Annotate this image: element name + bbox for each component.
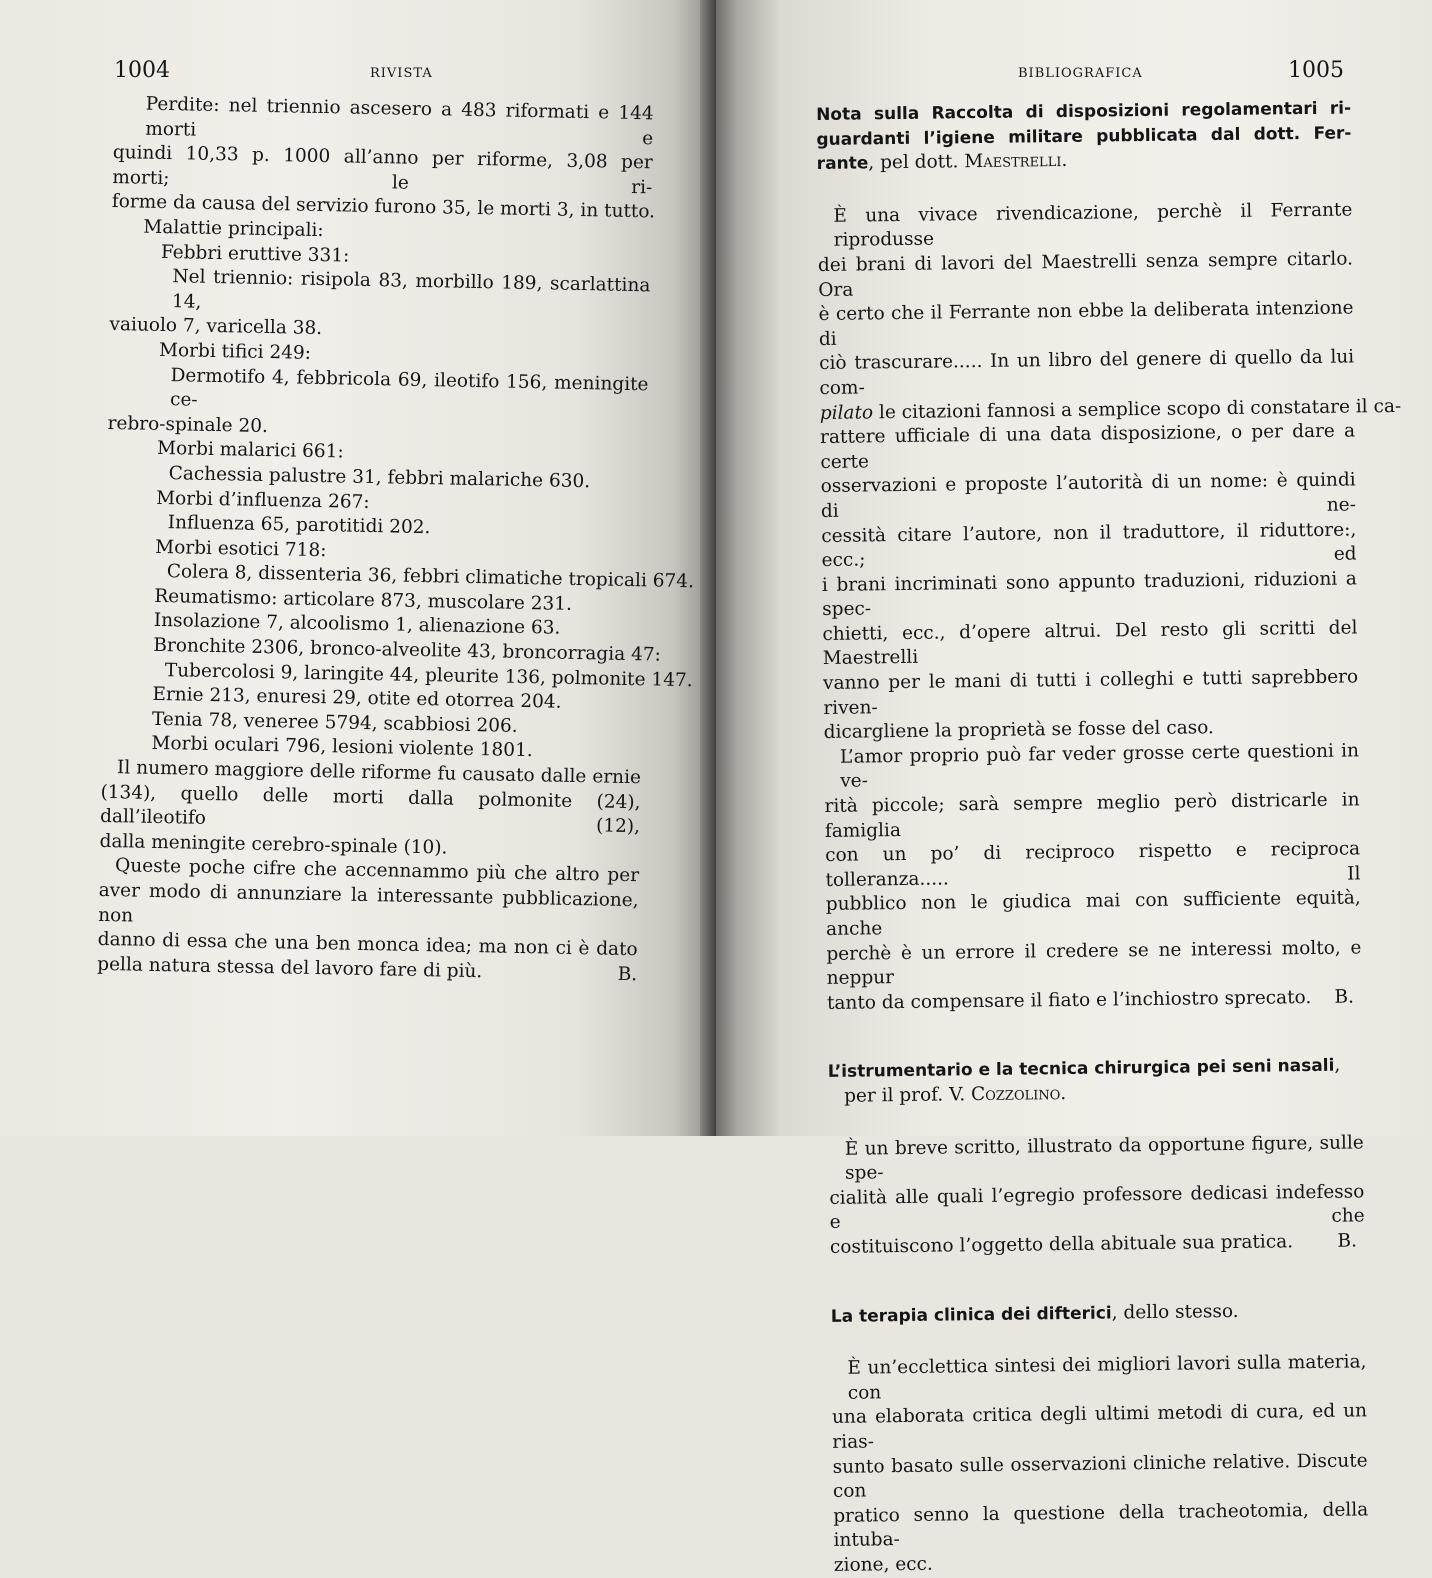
signature: B. (617, 963, 638, 985)
text-line: Morbi d’influenza 267: (156, 487, 370, 513)
text-line-content: tanto da compensare il fiato e l’inchiostro sprecato. (826, 986, 1312, 1014)
text-line: dei brani di lavori del Maestrelli senza sempre citarlo. Ora (817, 248, 1354, 301)
text-line: Morbi tifici 249: (158, 339, 312, 364)
page-number: 1004 (114, 58, 170, 83)
page-number: 1005 (1288, 58, 1344, 83)
text-line: Morbi esotici 718: (155, 536, 327, 561)
signature: B. (1337, 1230, 1358, 1252)
text-line: Febbri eruttive 331: (160, 241, 350, 267)
text-line: Morbi oculari 796, lesioni violente 1801. (151, 733, 533, 762)
text-line: rità piccole; sarà sempre meglio però districarle in famiglia (824, 789, 1360, 842)
text-line: cialità alle quali l’egregio professore dedicasi indefesso e che (829, 1181, 1365, 1234)
text-line: Perdite: nel triennio ascesero a 483 riformati e 144 morti e (145, 93, 654, 149)
review-heading: guardanti l’igiene militare pubblicata dal dott. Fer- (816, 123, 1352, 150)
text-line: osservazioni e proposte l’autorità di un nome: è quindi di ne- (820, 469, 1357, 522)
text-line-content: costituiscono l’oggetto della abituale sua pratica. (829, 1231, 1294, 1258)
text-line: Colera 8, dissenteria 36, febbri climatiche tropicali 674. (166, 561, 695, 593)
running-head: BIBLIOGRAFICA (1018, 66, 1143, 81)
spacer (830, 1254, 1365, 1305)
text-line: È una vivace rivendicazione, perchè il Ferrante riprodusse (833, 199, 1353, 252)
text-line: Tubercolosi 9, laringite 44, pleurite 136, polmonite 147. (164, 659, 693, 691)
text-line: Insolazione 7, alcoolismo 1, alienazione 63. (153, 610, 561, 640)
text-line: Malattie principali: (143, 216, 324, 242)
text-line: aver modo di annunziare la interessante pubblicazione, non (97, 879, 639, 927)
right-page (716, 0, 1432, 1576)
text-line: ciò trascurare..... In un libro del genere di quello da lui com- (819, 346, 1355, 399)
text-line: Tenia 78, veneree 5794, scabbiosi 206. (151, 708, 518, 737)
text-line: Ernie 213, enuresi 29, otite ed otorrea 204. (152, 684, 562, 713)
text-line: L’amor proprio può far veder grosse certe questioni in ve- (839, 740, 1360, 793)
text-line: dicargliene la proprietà se fosse del caso. (823, 717, 1214, 744)
text-line: con un po’ di reciproco rispetto e reciproca tolleranza..... Il (825, 838, 1361, 891)
text-line: rebro-spinale 20. (107, 412, 269, 437)
text-line: È un breve scritto, illustrato da opportune figure, sulle spe- (844, 1131, 1364, 1184)
text-line: pratico senno la questione della tracheotomia, della intuba- (833, 1499, 1369, 1552)
text-line: vaiuolo 7, varicella 38. (109, 314, 323, 340)
text-line: cessità citare l’autore, non il traduttore, il riduttore:, ecc.; ed (821, 518, 1357, 572)
text-line: Queste poche cifre che accennammo più che altro per (114, 855, 640, 887)
text-line: Influenza 65, parotitidi 202. (167, 512, 431, 539)
text-line: rattere ufficiale di una data disposizione, o per dare a certe (819, 420, 1356, 473)
running-head: RIVISTA (370, 66, 433, 81)
review-heading: Nota sulla Raccolta di disposizioni regolamentari ri- (816, 98, 1352, 125)
text-line: Nel triennio: risipola 83, morbillo 189, scarlattina 14, (171, 266, 651, 313)
review-byline: , pel dott. (868, 151, 965, 174)
spacer (827, 1010, 1362, 1061)
left-text-block (97, 92, 695, 988)
text-line: una elaborata critica degli ultimi metodi di cura, ed un rias- (831, 1400, 1368, 1453)
review-author: Cozzolino. (970, 1082, 1067, 1106)
review-heading: rante (816, 153, 869, 175)
heading-comma: , (1334, 1055, 1341, 1077)
text-line: chietti, ecc., d’opere altrui. Del resto gli scritti del Maestrelli (822, 617, 1358, 670)
text-line: Reumatismo: articolare 873, muscolare 231. (154, 585, 573, 615)
text-line: È un’ecclettica sintesi dei migliori lavori sulla materia, con (847, 1351, 1367, 1404)
text-line: Il numero maggiore delle riforme fu causato dalle ernie (116, 757, 642, 789)
left-page (0, 0, 716, 1136)
review-byline: , dello stesso. (1111, 1300, 1239, 1324)
text-line: zione, ecc. (833, 1553, 933, 1576)
text-line: Cachessia palustre 31, febbri malariche 630. (168, 463, 591, 493)
text-line: quindi 10,33 p. 1000 all’anno per riforme, 3,08 per morti; le ri- (112, 142, 653, 199)
review-author: Maestrelli. (964, 150, 1068, 173)
text-line: forme da causa del servizio furono 35, le morti 3, in tutto. (111, 191, 656, 223)
text-line: Morbi malarici 661: (156, 438, 344, 463)
text-line: Dermotifo 4, febbricola 69, ileotifo 156, meningite ce- (169, 364, 649, 411)
text-line: Bronchite 2306, bronco-alveolite 43, broncorragia 47: (153, 634, 662, 666)
text-line-content: pella natura stessa del lavoro fare di più. (97, 953, 483, 983)
right-text-block (816, 96, 1402, 1578)
signature: B. (1334, 986, 1355, 1008)
text-line: vanno per le mani di tutti i colleghi e tutti saprebbero riven- (822, 666, 1359, 719)
text-line-content: le citazioni fannosi a semplice scopo di constatare il ca- (878, 395, 1402, 423)
text-line: danno di essa che una ben monca idea; ma non ci è dato (97, 929, 638, 961)
text-line: i brani incriminati sono appunto traduzioni, riduzioni a spec- (821, 568, 1357, 621)
text-line: perchè è un errore il credere se ne interessi molto, e neppur (826, 936, 1362, 990)
text-line: dalla meningite cerebro-spinale (10). (99, 830, 448, 859)
review-byline: per il prof. V. (844, 1084, 972, 1107)
text-line: pubblico non le giudica mai con sufficiente equità, anche (825, 887, 1361, 940)
italic-word: pilato (819, 401, 874, 424)
text-line: è certo che il Ferrante non ebbe la deliberata intenzione di (818, 297, 1354, 350)
review-heading: La terapia clinica dei difterici (830, 1303, 1112, 1327)
review-heading: L’istrumentario e la tecnica chirurgica pei seni nasali (827, 1056, 1335, 1083)
text-line: (134), quello delle morti dalla polmonite (24), dall’ileotifo (12), (99, 781, 641, 838)
text-line: sunto basato sulle osservazioni cliniche relative. Discute con (832, 1449, 1368, 1502)
